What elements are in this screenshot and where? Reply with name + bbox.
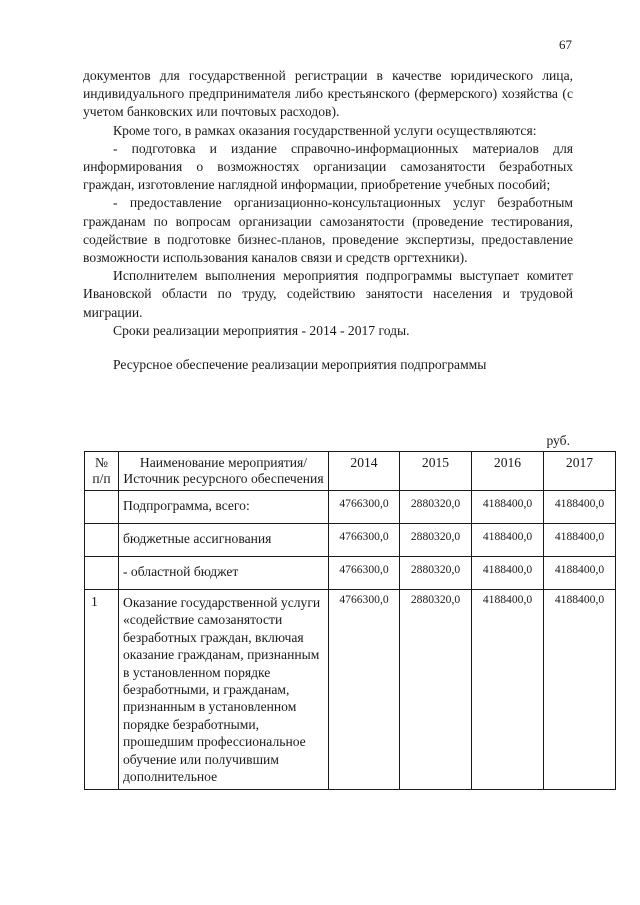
row-value-2016: 4188400,0 <box>472 557 544 590</box>
row-value-2017: 4188400,0 <box>544 590 616 790</box>
paragraph-continuation: документов для государственной регистрации в качестве юридического лица, индивидуального предпринимателя либо крестьянского (фермерского) хозяйства (с учетом банковских или почтовых расходов). <box>83 68 573 120</box>
row-value-2014: 4766300,0 <box>329 557 400 590</box>
row-value-2016: 4188400,0 <box>472 524 544 557</box>
currency-unit-label: руб. <box>546 433 570 448</box>
row-index <box>85 491 119 524</box>
row-value-2014: 4766300,0 <box>329 491 400 524</box>
page-number: 67 <box>559 37 572 52</box>
paragraph-additionally: Кроме того, в рамках оказания государственной услуги осуществляются: <box>113 122 537 138</box>
resource-table <box>84 451 616 790</box>
row-index: 1 <box>85 590 119 790</box>
table-row <box>85 590 616 790</box>
header-name: Наименование мероприятия/Источник ресурсного обеспечения <box>119 452 329 491</box>
row-value-2017: 4188400,0 <box>544 524 616 557</box>
row-value-2015: 2880320,0 <box>400 491 472 524</box>
paragraph-bullet-materials: - подготовка и издание справочно-информационных материалов для информирования о возможностях организации самозанятости безработных граждан, изготовление наглядной информации, приобретение учебных пособий; <box>83 140 573 193</box>
header-2015: 2015 <box>400 452 472 491</box>
row-index <box>85 524 119 557</box>
header-index: № п/п <box>85 452 119 491</box>
row-value-2015: 2880320,0 <box>400 557 472 590</box>
row-value-2014: 4766300,0 <box>329 524 400 557</box>
row-value-2015: 2880320,0 <box>400 524 472 557</box>
row-value-2016: 4188400,0 <box>472 491 544 524</box>
header-2014: 2014 <box>329 452 400 491</box>
row-value-2017: 4188400,0 <box>544 557 616 590</box>
paragraph-resource-heading: Ресурсное обеспечение реализации мероприятия подпрограммы <box>113 357 487 373</box>
row-name: бюджетные ассигнования <box>119 524 329 557</box>
row-name: - областной бюджет <box>119 557 329 590</box>
row-value-2017: 4188400,0 <box>544 491 616 524</box>
row-value-2015: 2880320,0 <box>400 590 472 790</box>
table-row <box>85 524 616 557</box>
table-header-row <box>85 452 616 491</box>
row-name: Оказание государственной услуги «содействие самозанятости безработных граждан, включая оказание гражданам, признанным в установленном порядке безработными, и гражданам, признанным в установленном порядке безработными, прошедшим профессиональное обучение или получившим дополнительное <box>119 590 329 790</box>
header-2016: 2016 <box>472 452 544 491</box>
row-name: Подпрограмма, всего: <box>119 491 329 524</box>
row-value-2014: 4766300,0 <box>329 590 400 790</box>
paragraph-timeline: Сроки реализации мероприятия - 2014 - 2017 годы. <box>113 322 410 338</box>
body-text <box>83 67 573 374</box>
row-value-2016: 4188400,0 <box>472 590 544 790</box>
paragraph-executor: Исполнителем выполнения мероприятия подпрограммы выступает комитет Ивановской области по труду, содействию занятости населения и трудовой миграции. <box>83 268 573 320</box>
row-index <box>85 557 119 590</box>
header-2017: 2017 <box>544 452 616 491</box>
table-row <box>85 491 616 524</box>
paragraph-bullet-consulting: - предоставление организационно-консультационных услуг безработным гражданам по вопросам организации самозанятости (проведение тестирования, содействие в подготовке бизнес-планов, проведение экспертизы, предоставление возможности использования каналов связи и средств оргтехники). <box>83 195 573 266</box>
table-row <box>85 557 616 590</box>
